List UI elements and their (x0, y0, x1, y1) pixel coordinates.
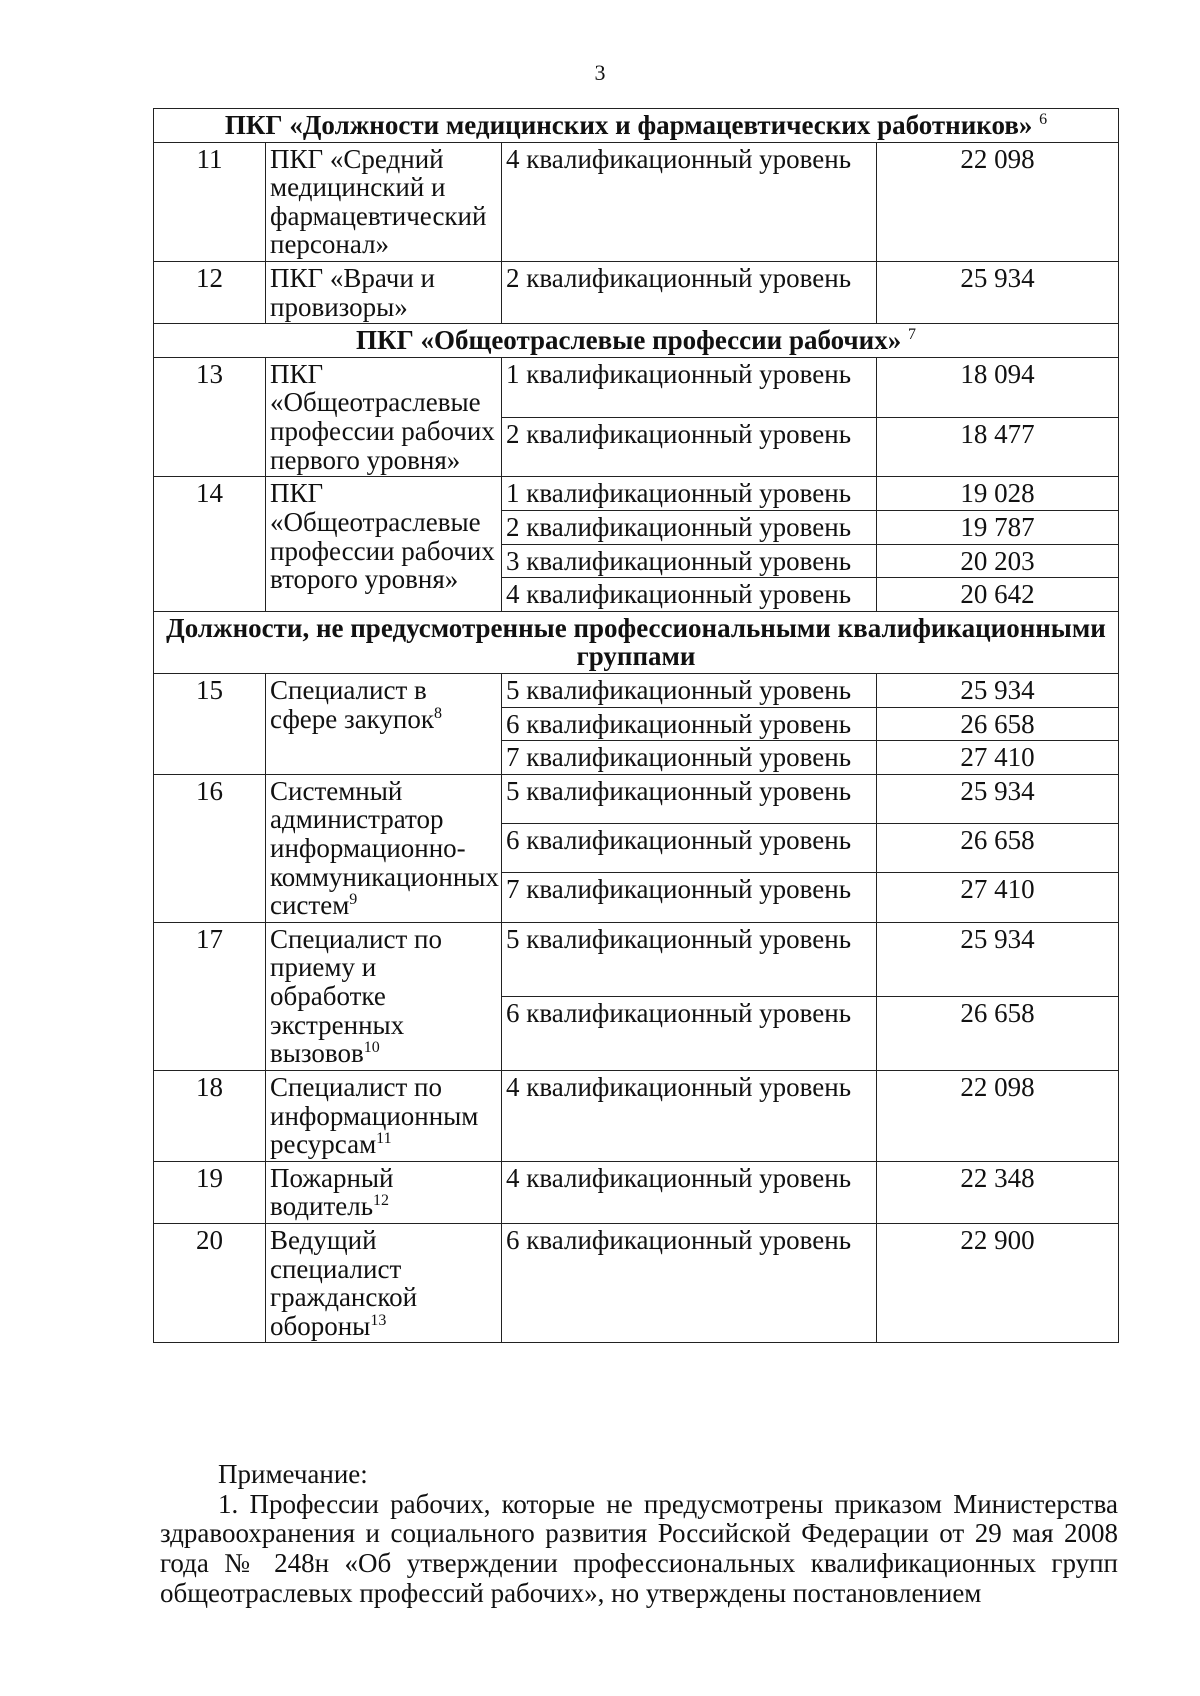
salary-value: 22 098 (877, 1070, 1119, 1161)
qualification-level: 2 квалификационный уровень (502, 262, 877, 324)
section-header (154, 109, 1119, 143)
salary-value: 25 934 (877, 774, 1119, 823)
row-number: 12 (154, 262, 266, 324)
footnote-mark: 12 (373, 1192, 390, 1210)
table-row (154, 673, 1119, 707)
qualification-level: 6 квалификационный уровень (502, 996, 877, 1070)
position-name-cell (266, 774, 502, 922)
note-text: 1. Профессии рабочих, которые не предусмотрены приказом Министерства здравоохранения и социального развития Российской Федерации от 29 мая 2008 года № 248н «Об утверждении профессиональных квалификационных групп общеотраслевых профессий рабочих», но утверждены постановлением (160, 1488, 1118, 1608)
footnote-mark: 8 (433, 704, 442, 722)
qualification-level: 6 квалификационный уровень (502, 1223, 877, 1342)
section-header-row (154, 611, 1119, 673)
salary-value: 26 658 (877, 996, 1119, 1070)
table-row (154, 262, 1119, 324)
row-number: 17 (154, 922, 266, 1070)
position-name-cell (266, 922, 502, 1070)
position-name-cell (266, 673, 502, 774)
position-name: Специалист по информационным ресурсам (270, 1071, 479, 1160)
note-title: Примечание: (218, 1459, 368, 1489)
row-number: 14 (154, 477, 266, 611)
section-header (154, 324, 1119, 358)
row-number: 19 (154, 1161, 266, 1223)
position-name: ПКГ «Средний медицинский и фармацевтический персонал» (270, 143, 487, 260)
qualification-level: 7 квалификационный уровень (502, 873, 877, 922)
salary-value: 19 787 (877, 510, 1119, 544)
note-block (160, 1460, 1118, 1608)
row-number: 11 (154, 142, 266, 261)
qualification-level: 7 квалификационный уровень (502, 741, 877, 775)
qualification-level: 2 квалификационный уровень (502, 510, 877, 544)
position-name: ПКГ «Врачи и провизоры» (270, 263, 436, 322)
salary-value: 18 477 (877, 417, 1119, 477)
row-number: 13 (154, 357, 266, 476)
position-name: ПКГ «Общеотраслевые профессии рабочих второго уровня» (270, 478, 495, 595)
position-name-cell (266, 477, 502, 611)
position-name: Специалист по приему и обработке экстренных вызовов (270, 923, 442, 1069)
qualification-level: 6 квалификационный уровень (502, 707, 877, 741)
salary-value: 18 094 (877, 357, 1119, 417)
section-header-row (154, 324, 1119, 358)
position-name-cell (266, 262, 502, 324)
salary-value: 20 642 (877, 578, 1119, 612)
qualification-level: 4 квалификационный уровень (502, 142, 877, 261)
section-header-text: ПКГ «Общеотраслевые профессии рабочих» (356, 325, 902, 356)
position-name: ПКГ «Общеотраслевые профессии рабочих первого уровня» (270, 358, 495, 475)
position-name-cell (266, 1223, 502, 1342)
table-row (154, 142, 1119, 261)
footnote-mark: 10 (363, 1039, 380, 1057)
footnote-mark: 6 (1039, 111, 1048, 128)
qualification-level: 6 квалификационный уровень (502, 824, 877, 873)
qualification-level: 4 квалификационный уровень (502, 1070, 877, 1161)
salary-value: 22 900 (877, 1223, 1119, 1342)
footnote-mark: 11 (376, 1130, 392, 1148)
table-row (154, 1161, 1119, 1223)
qualification-level: 4 квалификационный уровень (502, 1161, 877, 1223)
position-name-cell (266, 1070, 502, 1161)
qualification-level: 4 квалификационный уровень (502, 578, 877, 612)
salary-value: 19 028 (877, 477, 1119, 511)
salary-value: 26 658 (877, 707, 1119, 741)
qualification-level: 1 квалификационный уровень (502, 477, 877, 511)
salary-value: 25 934 (877, 922, 1119, 996)
table-row (154, 477, 1119, 511)
table-row (154, 774, 1119, 823)
salary-value: 20 203 (877, 544, 1119, 578)
salary-table (153, 108, 1119, 1343)
row-number: 20 (154, 1223, 266, 1342)
section-header-text: Должности, не предусмотренные профессиональными квалификационными группами (166, 612, 1106, 672)
page-number: 3 (594, 60, 606, 85)
row-number: 18 (154, 1070, 266, 1161)
row-number: 16 (154, 774, 266, 922)
salary-value: 25 934 (877, 262, 1119, 324)
position-name-cell (266, 1161, 502, 1223)
position-name: Специалист в сфере закупок (270, 674, 434, 734)
position-name: Ведущий специалист гражданской обороны (270, 1224, 418, 1341)
table-row (154, 1223, 1119, 1342)
salary-value: 22 098 (877, 142, 1119, 261)
qualification-level: 5 квалификационный уровень (502, 922, 877, 996)
table-body (154, 109, 1119, 1343)
qualification-level: 5 квалификационный уровень (502, 673, 877, 707)
footnote-mark: 13 (370, 1311, 387, 1329)
position-name-cell (266, 142, 502, 261)
salary-value: 22 348 (877, 1161, 1119, 1223)
qualification-level: 1 квалификационный уровень (502, 357, 877, 417)
section-header-text: ПКГ «Должности медицинских и фармацевтических работников» (224, 110, 1033, 140)
section-header-row (154, 109, 1119, 143)
position-name-cell (266, 357, 502, 476)
footnote-mark: 9 (349, 891, 358, 909)
salary-value: 25 934 (877, 673, 1119, 707)
table-row (154, 922, 1119, 996)
salary-value: 26 658 (877, 824, 1119, 873)
section-header (154, 611, 1119, 673)
qualification-level: 5 квалификационный уровень (502, 774, 877, 823)
table-row (154, 1070, 1119, 1161)
qualification-level: 3 квалификационный уровень (502, 544, 877, 578)
position-name: Системный администратор информационно-коммуникационных систем (270, 775, 499, 921)
salary-value: 27 410 (877, 741, 1119, 775)
salary-value: 27 410 (877, 873, 1119, 922)
footnote-mark: 7 (907, 326, 916, 344)
table-row (154, 357, 1119, 417)
position-name: Пожарный водитель (270, 1162, 394, 1222)
qualification-level: 2 квалификационный уровень (502, 417, 877, 477)
row-number: 15 (154, 673, 266, 774)
